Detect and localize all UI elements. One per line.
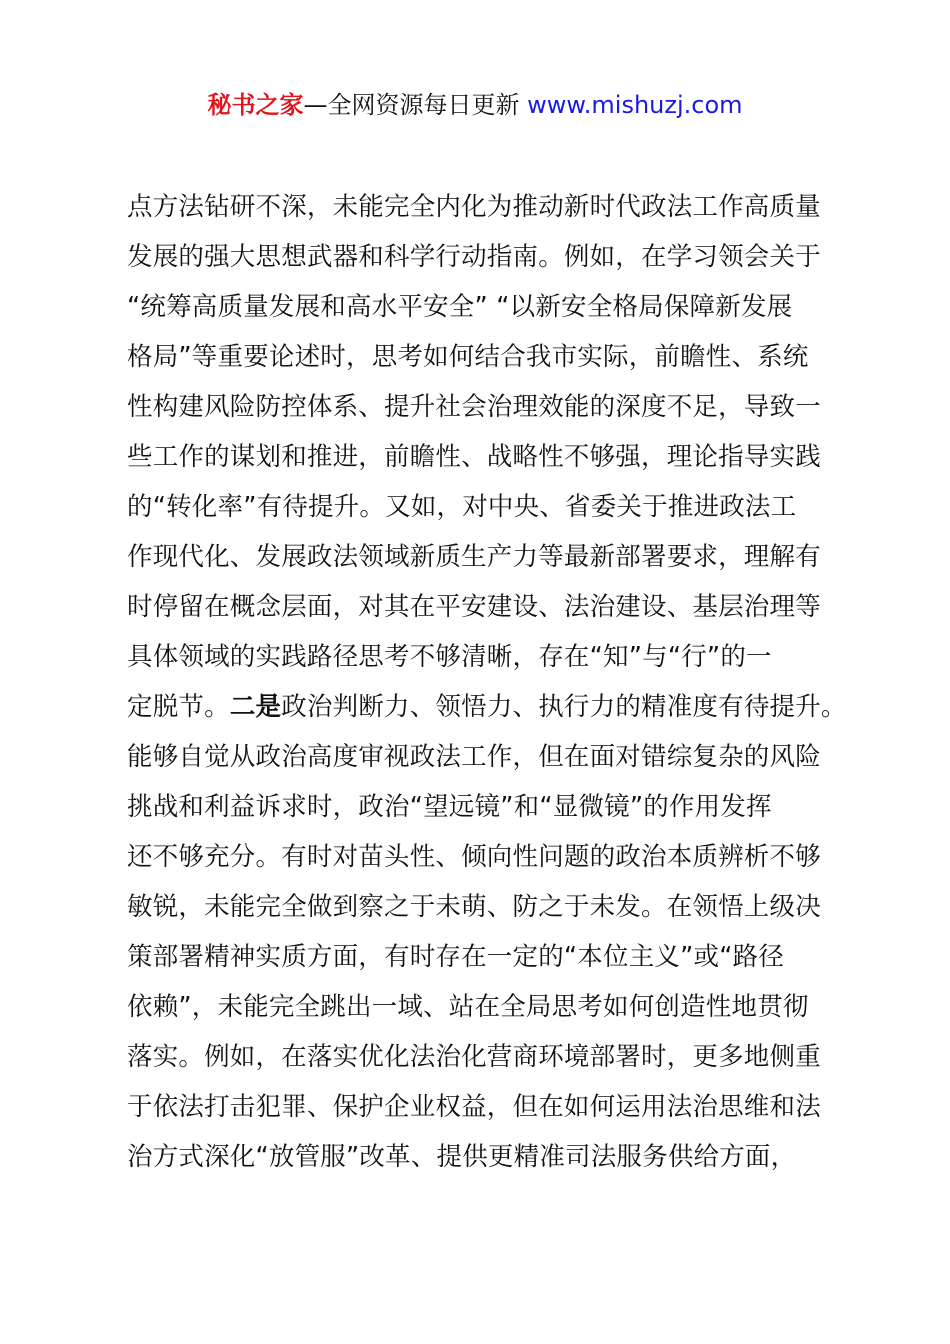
text-line: 落实。例如，在落实优化法治化营商环境部署时，更多地侧重 bbox=[127, 1042, 821, 1072]
text-line: 点方法钻研不深，未能完全内化为推动新时代政法工作高质量 bbox=[127, 192, 821, 222]
site-tagline: —全网资源每日更新 bbox=[303, 91, 528, 119]
text-line: 时停留在概念层面，对其在平安建设、法治建设、基层治理等 bbox=[127, 592, 821, 622]
text-line: 性构建风险防控体系、提升社会治理效能的深度不足，导致一 bbox=[127, 392, 821, 422]
text-line: 能够自觉从政治高度审视政法工作，但在面对错综复杂的风险 bbox=[127, 742, 821, 772]
text-line-with-heading bbox=[127, 682, 847, 732]
text-line: 策部署精神实质方面，有时存在一定的“本位主义”或“路径 bbox=[127, 942, 785, 972]
text-line: 敏锐，未能完全做到察之于未萌、防之于未发。在领悟上级决 bbox=[127, 892, 821, 922]
text-line: 还不够充分。有时对苗头性、倾向性问题的政治本质辨析不够 bbox=[127, 842, 821, 872]
text-line: 作现代化、发展政法领域新质生产力等最新部署要求，理解有 bbox=[127, 542, 821, 572]
text-line: 发展的强大思想武器和科学行动指南。例如，在学习领会关于 bbox=[127, 242, 821, 272]
text-line: “统筹高质量发展和高水平安全” “以新安全格局保障新发展 bbox=[127, 292, 793, 322]
site-header bbox=[0, 88, 950, 122]
text-line-post: 政治判断力、领悟力、执行力的精准度有待提升。 bbox=[281, 692, 847, 722]
text-line-pre: 定脱节。 bbox=[127, 692, 230, 722]
document-body bbox=[127, 182, 847, 1182]
text-line: 的“转化率”有待提升。又如，对中央、省委关于推进政法工 bbox=[127, 492, 797, 522]
site-url-link[interactable]: www.mishuzj.com bbox=[527, 91, 743, 119]
text-line: 治方式深化“放管服”改革、提供更精准司法服务供给方面， bbox=[127, 1142, 797, 1172]
text-line: 挑战和利益诉求时，政治“望远镜”和“显微镜”的作用发挥 bbox=[127, 792, 772, 822]
text-line: 格局”等重要论述时，思考如何结合我市实际，前瞻性、系统 bbox=[127, 342, 809, 372]
text-line: 些工作的谋划和推进，前瞻性、战略性不够强，理论指导实践 bbox=[127, 442, 821, 472]
site-brand: 秘书之家 bbox=[207, 91, 304, 119]
text-line: 依赖”，未能完全跳出一域、站在全局思考如何创造性地贯彻 bbox=[127, 992, 809, 1022]
point-heading-two: 二是 bbox=[229, 692, 282, 722]
text-line: 具体领域的实践路径思考不够清晰，存在“知”与“行”的一 bbox=[127, 642, 772, 672]
text-line: 于依法打击犯罪、保护企业权益，但在如何运用法治思维和法 bbox=[127, 1092, 821, 1122]
